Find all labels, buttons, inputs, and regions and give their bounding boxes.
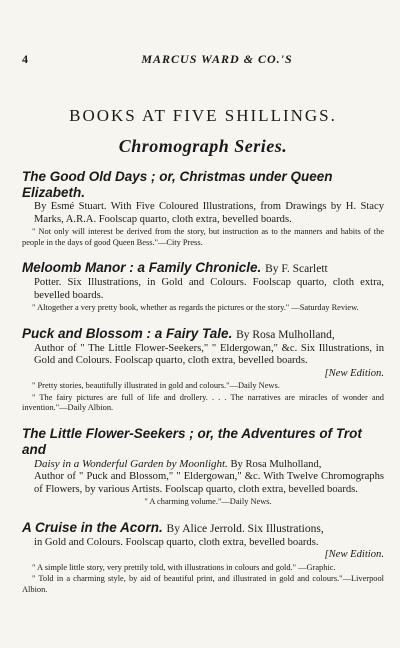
entry-author: By F. Scarlett (265, 263, 328, 275)
page-header (22, 52, 384, 72)
entry-title-line (22, 520, 384, 537)
entry-description: Author of " Puck and Blossom," " Eldergowan," &c. With Twelve Chromographs of Flowers, by various Artists. Foolscap quarto, cloth extra, bevelled boards. (34, 471, 384, 495)
entry-title: Puck and Blossom : a Fairy Tale. (22, 325, 233, 341)
entry-description: Author of " The Little Flower-Seekers," " Eldergowan," &c. Six Illustrations, in Gold and Colours. Foolscap quarto, cloth extra, bevelled boards. (34, 342, 384, 366)
entry-subtitle: Daisy in a Wonderful Garden by Moonlight. (34, 457, 228, 470)
book-entry (22, 169, 384, 248)
book-entry (22, 260, 384, 314)
entry-title: Meloomb Manor : a Family Chronicle. (22, 260, 262, 275)
entry-title: The Good Old Days ; or, Christmas under Queen Elizabeth. (22, 169, 333, 200)
book-entry (22, 426, 384, 508)
entry-title-line (22, 326, 384, 343)
series-title: Chromograph Series. (118, 136, 288, 156)
entry-subtitle-line (22, 458, 384, 472)
review-quote: " Pretty stories, beautifully illustrated in gold and colours."—Daily News. (32, 381, 280, 390)
review-quote: " A charming volume."—Daily News. (144, 497, 272, 506)
edition-note: [New Edition. (324, 367, 384, 379)
entry-author: By Rosa Mulholland, (230, 458, 322, 470)
book-entry (22, 326, 384, 414)
review-quote: " Not only will interest be derived from the story, but instruction as to the manners and habits of the people in the days of good Queen Bess."—City Press. (22, 227, 384, 247)
entry-description: Potter. Six Illustrations, in Gold and Colours. Foolscap quarto, cloth extra, bevelled boards. (34, 277, 384, 301)
entry-author: By Rosa Mulholland, (236, 328, 335, 341)
review-quote: " Altogether a very pretty book, whether as regards the pictures or the story." —Saturday Review. (32, 303, 359, 312)
book-entry (22, 520, 384, 596)
running-head: MARCUS WARD & CO.'S (141, 52, 293, 66)
edition-note: [New Edition. (324, 549, 384, 560)
entry-description: in Gold and Colours. Foolscap quarto, cloth extra, bevelled boards. (34, 536, 319, 548)
entry-author: By Alice Jerrold. Six Illustrations, (166, 522, 324, 535)
entry-title: The Little Flower-Seekers ; or, the Adventures of Trot and (22, 425, 362, 457)
entry-description: By Esmé Stuart. With Five Coloured Illustrations, from Drawings by H. Stacy Marks, A.R.A. Foolscap quarto, cloth extra, bevelled boards. (34, 201, 384, 225)
review-quote: " Told in a charming style, by aid of beautiful print, and illustrated in gold and colours."—Liverpool Albion. (22, 574, 384, 594)
review-quote: " A simple little story, very prettily told, with illustrations in colours and gold." —Graphic. (32, 562, 336, 572)
page (22, 52, 384, 595)
review-quote: " The fairy pictures are full of life and drollery. . . . The narratives are miracles of wonder and invention."—Daily Albion. (22, 392, 384, 412)
entry-title-line (22, 260, 384, 277)
page-number: 4 (22, 52, 28, 66)
entry-title: A Cruise in the Acorn. (22, 519, 163, 535)
section-title: BOOKS AT FIVE SHILLINGS. (69, 106, 337, 125)
